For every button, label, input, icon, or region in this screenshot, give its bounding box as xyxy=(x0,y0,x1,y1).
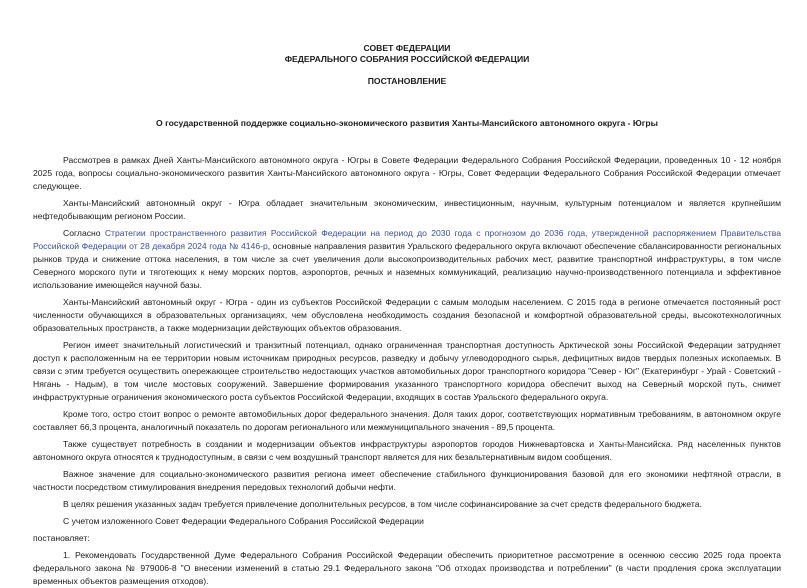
paragraph: Важное значение для социально-экономического развития региона имеет обеспечение стабильного функционирования базовой для его экономики нефтяной отрасли, в частности посредством стимулирования внедрения передовых технологий добычи нефти. xyxy=(33,469,781,492)
paragraph-text: , основные направления развития Уральского федерального округа включают обеспечение сбалансированности региональных рынков труда и снижение оттока населения, в том числе за счет увеличения доли высокопроизводительных рабочих мест, развитие транспортной инфраструктуры, в том числе Северного морского пути и тяготеющих к нему морских портов, аэропортов, речных и наземных коммуникаций, реализацию научно-производственного потенциала и эффективное использование имеющейся научной базы. xyxy=(33,241,781,290)
document-title: О государственной поддержке социально-экономического развития Ханты-Мансийского автономного округа - Югры xyxy=(156,118,658,128)
paragraph: В целях решения указанных задач требуется привлечение дополнительных ресурсов, в том числе софинансирование за счет средств федерального бюджета. xyxy=(63,499,702,509)
document-header xyxy=(33,43,781,65)
paragraph: С учетом изложенного Совет Федерации Федерального Собрания Российской Федерации xyxy=(63,516,424,526)
paragraph: Регион имеет значительный логистический и транзитный потенциал, однако ограниченная транспортная доступность Арктической зоны Российской Федерации затрудняет доступ к расположенным на ее территории новым источникам природных ресурсов, разведку и добычу углеводородного сырья, дефицитных видов твердых полезных ископаемых. В связи с этим требуется осуществить опережающее строительство недостающих участков автомобильных дорог транспортного коридора "Север - Юг" (Екатеринбург - Урай - Советский - Нягань - Надым), в том числе мостовых сооружений. Завершение формирования указанного транспортного коридора обеспечит выход на Северный морской путь, снимет инфраструктурные ограничения экономического роста субъектов Российской Федерации, входящих в состав Уральского федерального округа. xyxy=(33,340,781,402)
paragraph: Ханты-Мансийский автономный округ - Югра - один из субъектов Российской Федерации с самым молодым населением. С 2015 года в регионе отмечается постоянный рост численности обучающихся в образовательных организациях, чем обусловлена необходимость создания безопасной и комфортной образовательной среды, высокотехнологичных образовательных пространств, а также модернизации действующих объектов образования. xyxy=(33,297,781,333)
paragraph: Кроме того, остро стоит вопрос о ремонте автомобильных дорог федерального значения. Доля таких дорог, соответствующих нормативным требованиям, в автономном округе составляет 66,3 процента, аналогичный показатель по дорогам регионального или межмуниципального значения - 89,5 процента. xyxy=(33,409,781,432)
resolve-word: постановляет: xyxy=(33,533,90,543)
org-name-line1: СОВЕТ ФЕДЕРАЦИИ xyxy=(363,43,451,53)
document-type: ПОСТАНОВЛЕНИЕ xyxy=(367,76,447,86)
paragraph-strategy xyxy=(33,227,781,292)
resolution-item: 1. Рекомендовать Государственной Думе Федерального Собрания Российской Федерации обеспечить приоритетное рассмотрение в осеннюю сессию 2025 года проекта федерального закона № 979006-8 "О внесении изменений в статью 29.1 Федерального закона "Об отходах производства и потреблении" (в части продления срока эксплуатации временных объектов размещения отходов). xyxy=(33,550,781,586)
org-name-line2: ФЕДЕРАЛЬНОГО СОБРАНИЯ РОССИЙСКОЙ ФЕДЕРАЦИИ xyxy=(284,54,530,64)
strategy-document-link[interactable]: Стратегии пространственного развития Российской Федерации на период до 2030 года с прогнозом до 2036 года, утвержденной распоряжением Правительства Российской Федерации от 28 декабря 2024 года № 4146-р xyxy=(33,228,781,251)
paragraph: Ханты-Мансийский автономный округ - Югра обладает значительным экономическим, инвестиционным, научным, культурным потенциалом и является крупнейшим нефтедобывающим регионом России. xyxy=(33,198,781,221)
paragraph: Рассмотрев в рамках Дней Ханты-Мансийского автономного округа - Югры в Совете Федерации Федерального Собрания Российской Федерации, проведенных 10 - 12 ноября 2025 года, вопросы социально-экономического развития Ханты-Мансийского автономного округа - Югры, Совет Федерации Федерального Собрания Российской Федерации отмечает следующее. xyxy=(33,155,781,191)
paragraph-text: Согласно xyxy=(63,228,105,238)
document-body xyxy=(33,154,781,588)
paragraph: Также существует потребность в создании и модернизации объектов инфраструктуры аэропортов городов Нижневартовска и Ханты-Мансийска. Ряд населенных пунктов автономного округа относятся к труднодоступным, в связи с чем воздушный транспорт является для них безальтернативным видом сообщения. xyxy=(33,439,781,462)
